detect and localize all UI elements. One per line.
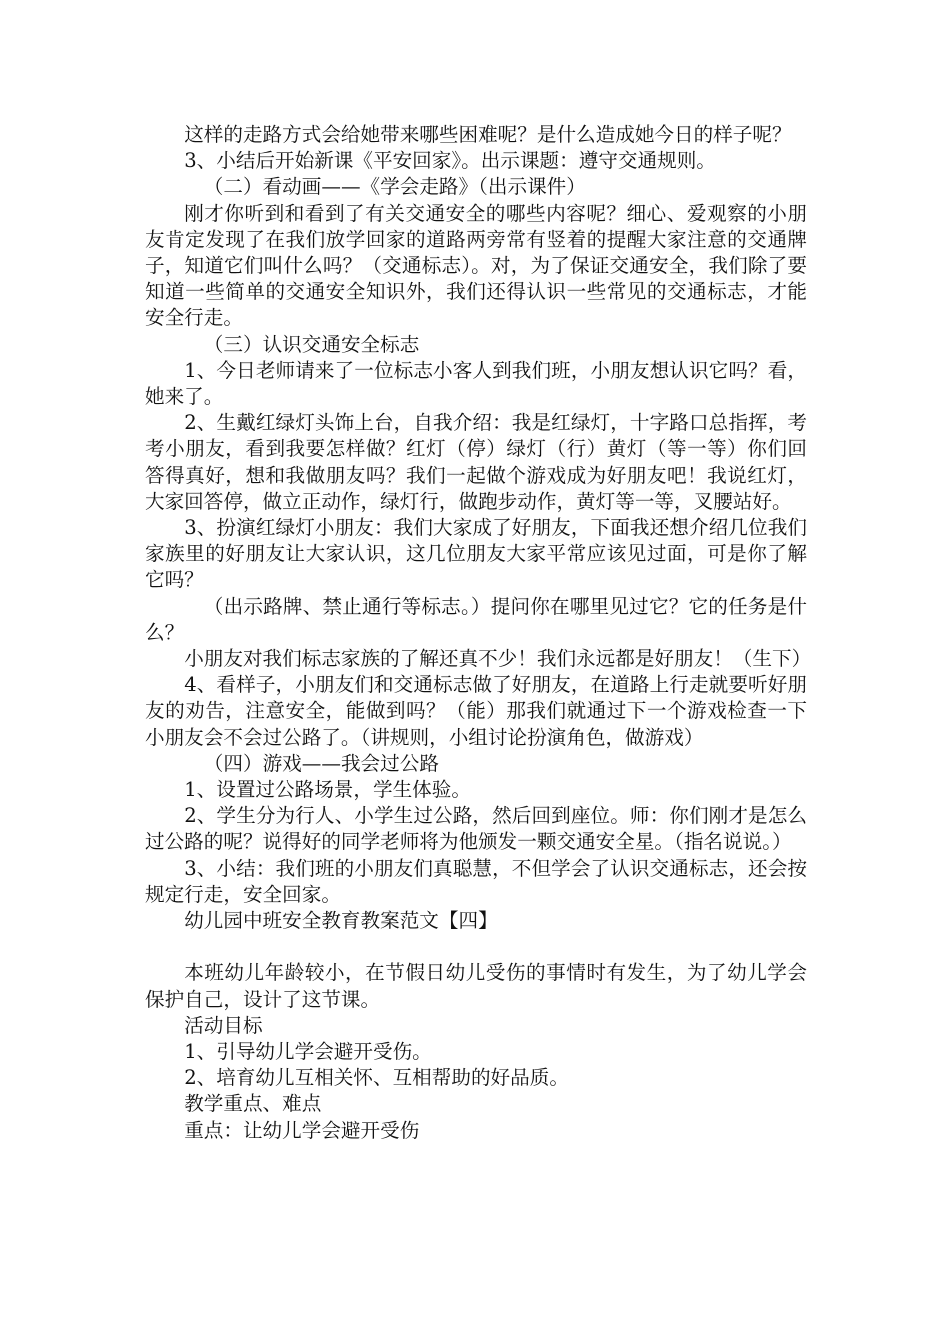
document-page <box>145 122 812 1144</box>
article-title: 幼儿园中班安全教育教案范文【四】 <box>184 909 498 933</box>
paragraph-text: 本班幼儿年龄较小，在节假日幼儿受伤的事情时有发生，为了幼儿学会保护自己，设计了这节课。 <box>145 961 807 1011</box>
section-heading: 活动目标 <box>184 1013 263 1037</box>
paragraph-text: 重点：让幼儿学会避开受伤 <box>184 1118 420 1142</box>
paragraph-text: 3、扮演红绿灯小朋友：我们大家成了好朋友，下面我还想介绍几位我们家族里的好朋友让大家认识，这几位朋友大家平常应该见过面，可是你了解它吗？ <box>145 516 807 592</box>
paragraph-text: 这样的走路方式会给她带来哪些困难呢？是什么造成她今日的样子呢？ <box>184 123 792 146</box>
paragraph-text: 小朋友对我们标志家族的了解还真不少！我们永远都是好朋友！（生下） <box>184 647 812 671</box>
paragraph-text: 3、小结后开始新课《平安回家》。出示课题：遵守交通规则。 <box>184 149 716 173</box>
section-heading: 教学重点、难点 <box>184 1092 322 1116</box>
section-heading: （二）看动画——《学会走路》（出示课件） <box>203 175 586 199</box>
paragraph-text: 1、今日老师请来了一位标志小客人到我们班，小朋友想认识它吗？看，她来了。 <box>145 358 807 409</box>
paragraph-text: 4、看样子，小朋友们和交通标志做了好朋友，在道路上行走就要听好朋友的劝告，注意安全，能做到吗？（能）那我们就通过下一个游戏检查一下小朋友会不会过公路了。（讲规则，小组讨论扮演角色，做游戏） <box>145 673 807 749</box>
blank-line <box>145 934 807 960</box>
paragraph-text: 3、小结：我们班的小朋友们真聪慧，不但学会了认识交通标志，还会按规定行走，安全回家。 <box>145 856 807 906</box>
paragraph-text: 1、设置过公路场景，学生体验。 <box>184 778 471 802</box>
list-item: 1、引导幼儿学会避开受伤。 <box>184 1039 432 1063</box>
list-item: 2、培育幼儿互相关怀、互相帮助的好品质。 <box>184 1066 569 1090</box>
paragraph-text: 刚才你听到和看到了有关交通安全的哪些内容呢？细心、爱观察的小朋友肯定发现了在我们放学回家的道路两旁常有竖着的提醒大家注意的交通牌子，知道它们叫什么吗？（交通标志）。对，为了保证交通安全，我们除了要知道一些简单的交通安全知识外，我们还得认识一些常见的交通标志，才能安全行走。 <box>145 201 807 330</box>
paragraph-text: （出示路牌、禁止通行等标志。）提问你在哪里见过它？它的任务是什么？ <box>145 594 807 644</box>
paragraph-text: 2、学生分为行人、小学生过公路，然后回到座位。师：你们刚才是怎么过公路的呢？说得好的同学老师将为他颁发一颗交通安全星。（指名说说。） <box>145 804 807 854</box>
paragraph-text: 2、生戴红绿灯头饰上台，自我介绍：我是红绿灯，十字路口总指挥，考考小朋友，看到我要怎样做？红灯（停）绿灯（行）黄灯（等一等）你们回答得真好，想和我做朋友吗？我们一起做个游戏成为好朋友吧！我说红灯，大家回答停，做立正动作，绿灯行，做跑步动作，黄灯等一等，叉腰站好。 <box>145 411 807 513</box>
section-heading: （三）认识交通安全标志 <box>203 332 420 356</box>
section-heading: （四）游戏——我会过公路 <box>203 751 439 775</box>
